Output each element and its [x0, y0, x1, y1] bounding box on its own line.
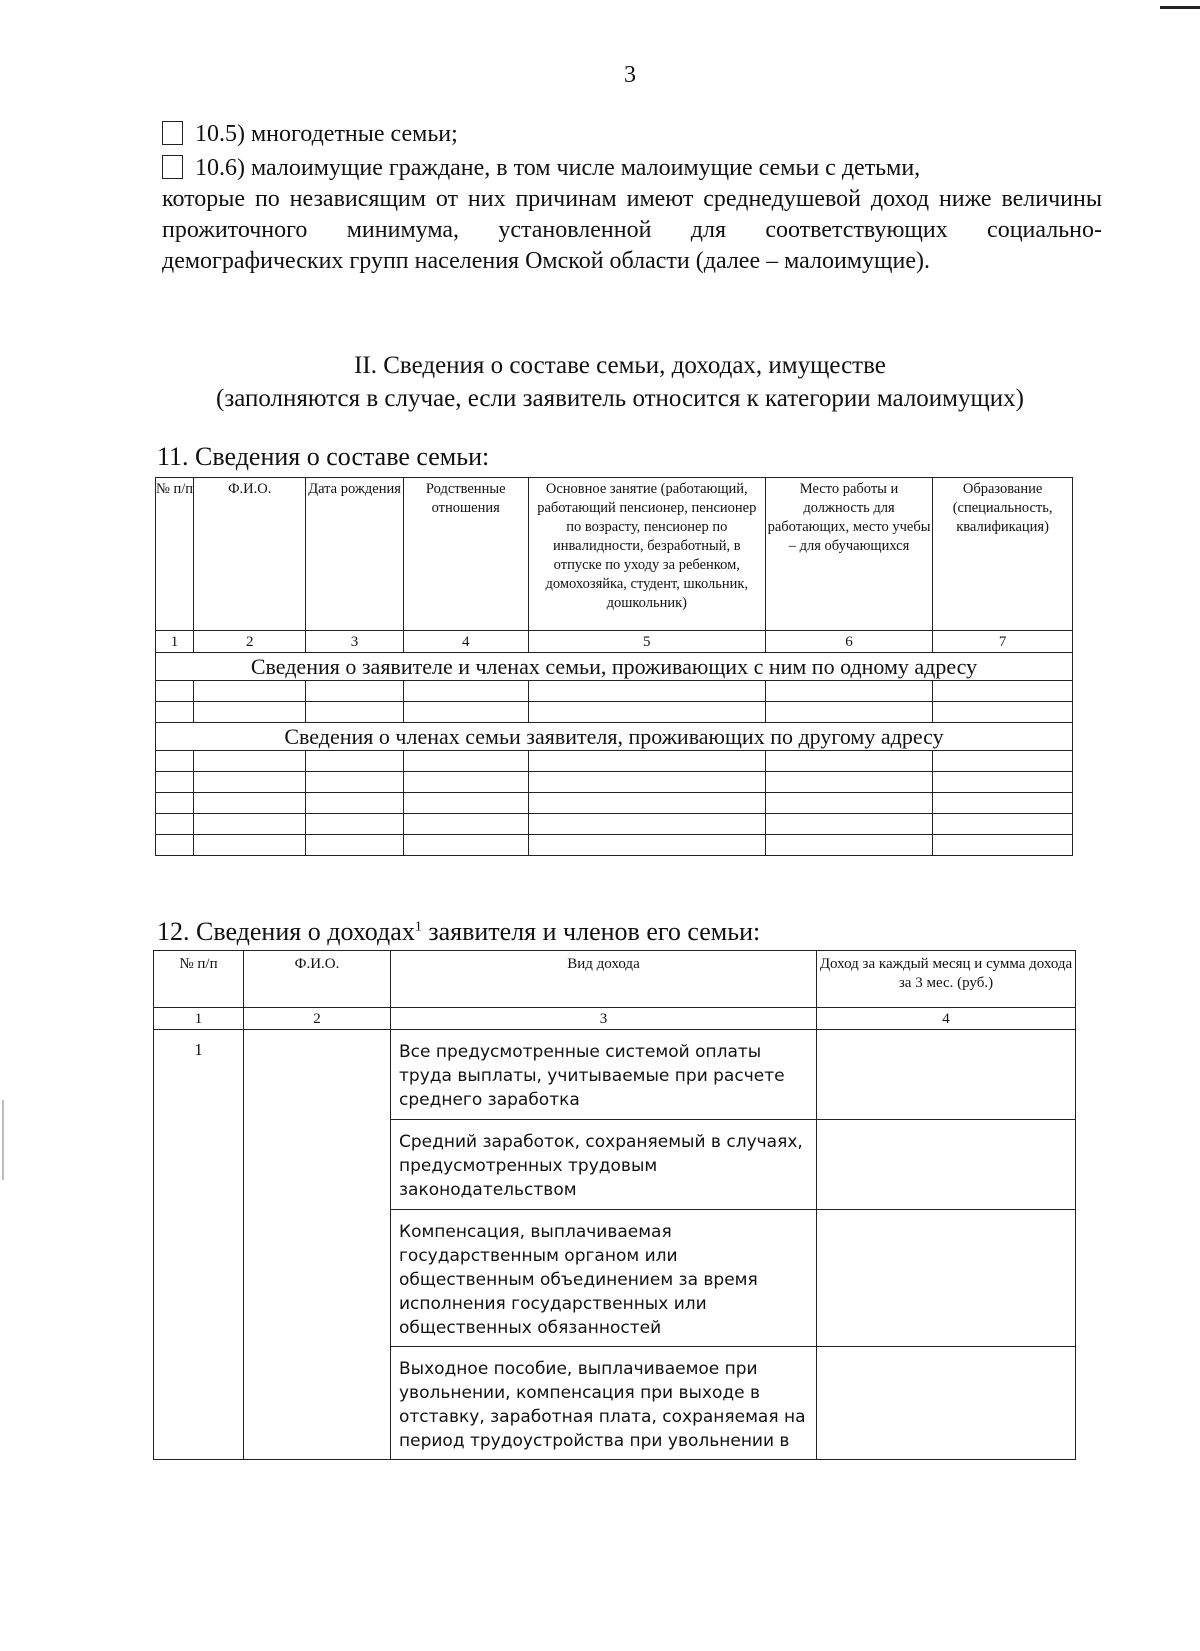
cell[interactable] [306, 835, 403, 856]
cell[interactable] [403, 751, 528, 772]
col-header-relation: Родственные отношения [403, 478, 528, 631]
cell[interactable] [156, 702, 194, 723]
cell[interactable] [194, 702, 306, 723]
table-row [156, 772, 1073, 793]
cell[interactable] [194, 751, 306, 772]
subheader-same-address: Сведения о заявителе и членах семьи, проживающих с ним по одному адресу [156, 653, 1073, 681]
cell[interactable] [306, 814, 403, 835]
cell[interactable] [194, 814, 306, 835]
cell[interactable] [528, 793, 765, 814]
table12-heading-prefix: 12. Сведения о доходах [157, 917, 415, 946]
income-type: Средний заработок, сохраняемый в случаях, предусмотренных трудовым законодательством [391, 1120, 817, 1210]
income-amount-cell[interactable] [817, 1210, 1076, 1347]
cell[interactable] [528, 702, 765, 723]
cell[interactable] [306, 702, 403, 723]
cell[interactable] [528, 814, 765, 835]
item-10-6-continuation: которые по независящим от них причинам имеют среднедушевой доход ниже величины прожиточного минимума, установленной для соответствующих социально-демографических групп населения Омской области (далее – малоимущие). [162, 186, 1102, 274]
scan-edge-mark-left [2, 1100, 4, 1180]
cell[interactable] [403, 814, 528, 835]
cell[interactable] [156, 751, 194, 772]
cell[interactable] [528, 681, 765, 702]
cell[interactable] [933, 681, 1073, 702]
item-10-5 [162, 118, 458, 150]
cell[interactable] [933, 751, 1073, 772]
checkbox-10-6[interactable] [162, 155, 183, 179]
fio-cell[interactable] [244, 1030, 391, 1460]
income-type: Компенсация, выплачиваемая государственным органом или общественным объединением за время исполнения государственных или общественных обязанностей [391, 1210, 817, 1347]
table-row [156, 702, 1073, 723]
cell[interactable] [156, 835, 194, 856]
income-amount-cell[interactable] [817, 1347, 1076, 1460]
cell[interactable] [933, 772, 1073, 793]
section-title: II. Сведения о составе семьи, доходах, имуществе [354, 352, 886, 379]
col-number: 4 [403, 631, 528, 653]
col-number: 7 [933, 631, 1073, 653]
col-header-number: № п/п [156, 478, 194, 631]
table-row [156, 835, 1073, 856]
cell[interactable] [765, 772, 932, 793]
family-composition-table [155, 477, 1073, 856]
col-number: 1 [154, 1008, 244, 1030]
cell[interactable] [765, 835, 932, 856]
table12-heading [157, 917, 760, 947]
col-header-birth-date: Дата рождения [306, 478, 403, 631]
cell[interactable] [765, 793, 932, 814]
table11-heading: 11. Сведения о составе семьи: [157, 442, 490, 471]
cell[interactable] [194, 681, 306, 702]
cell[interactable] [765, 814, 932, 835]
col-header-fio: Ф.И.О. [244, 951, 391, 1008]
col-header-occupation: Основное занятие (работающий, работающий пенсионер, пенсионер по возрасту, пенсионер по инвалидности, безработный, в отпуске по уходу за ребенком, домохозяйка, студент, школьник, дошкольник) [528, 478, 765, 631]
item-10-6 [162, 152, 1102, 184]
col-header-fio: Ф.И.О. [194, 478, 306, 631]
item-10-5-label: 10.5) многодетные семьи; [195, 121, 458, 147]
cell[interactable] [403, 793, 528, 814]
col-number: 2 [244, 1008, 391, 1030]
cell[interactable] [156, 681, 194, 702]
col-number: 6 [765, 631, 932, 653]
page-number: 3 [624, 62, 636, 88]
col-number: 3 [391, 1008, 817, 1030]
col-number: 3 [306, 631, 403, 653]
income-amount-cell[interactable] [817, 1030, 1076, 1120]
section-subtitle: (заполняются в случае, если заявитель относится к категории малоимущих) [216, 385, 1024, 412]
cell[interactable] [156, 814, 194, 835]
row-index: 1 [154, 1030, 244, 1460]
cell[interactable] [933, 814, 1073, 835]
cell[interactable] [528, 772, 765, 793]
col-number: 5 [528, 631, 765, 653]
cell[interactable] [156, 793, 194, 814]
cell[interactable] [403, 702, 528, 723]
cell[interactable] [156, 772, 194, 793]
col-header-income-amount: Доход за каждый месяц и сумма дохода за 3 мес. (руб.) [817, 951, 1076, 1008]
cell[interactable] [403, 772, 528, 793]
table-row [156, 814, 1073, 835]
cell[interactable] [194, 835, 306, 856]
table-row [156, 793, 1073, 814]
cell[interactable] [306, 751, 403, 772]
cell[interactable] [765, 702, 932, 723]
col-header-income-type: Вид дохода [391, 951, 817, 1008]
table-row [156, 751, 1073, 772]
cell[interactable] [933, 702, 1073, 723]
cell[interactable] [306, 681, 403, 702]
cell[interactable] [765, 681, 932, 702]
cell[interactable] [403, 681, 528, 702]
income-type: Все предусмотренные системой оплаты труда выплаты, учитываемые при расчете среднего заработка [391, 1030, 817, 1120]
col-header-workplace: Место работы и должность для работающих, место учебы – для обучающихся [765, 478, 932, 631]
income-amount-cell[interactable] [817, 1120, 1076, 1210]
cell[interactable] [528, 835, 765, 856]
col-number: 1 [156, 631, 194, 653]
col-number: 4 [817, 1008, 1076, 1030]
scan-edge-mark [1160, 6, 1200, 9]
cell[interactable] [306, 793, 403, 814]
col-number: 2 [194, 631, 306, 653]
cell[interactable] [528, 751, 765, 772]
cell[interactable] [194, 793, 306, 814]
cell[interactable] [933, 835, 1073, 856]
cell[interactable] [765, 751, 932, 772]
footnote-mark: 1 [414, 919, 422, 935]
col-header-education: Образование (специальность, квалификация) [933, 478, 1073, 631]
table-row [156, 681, 1073, 702]
cell[interactable] [194, 772, 306, 793]
item-10-6-label: 10.6) малоимущие граждане, в том числе малоимущие семьи с детьми, [195, 155, 921, 181]
cell[interactable] [403, 835, 528, 856]
cell[interactable] [933, 793, 1073, 814]
income-type: Выходное пособие, выплачиваемое при увольнении, компенсация при выходе в отставку, заработная плата, сохраняемая на период трудоустройства при увольнении в [391, 1347, 817, 1460]
subheader-other-address: Сведения о членах семьи заявителя, проживающих по другому адресу [156, 723, 1073, 751]
table-row [154, 1030, 1076, 1120]
col-header-number: № п/п [154, 951, 244, 1008]
cell[interactable] [306, 772, 403, 793]
income-table [153, 950, 1076, 1460]
table12-heading-suffix: заявителя и членов его семьи: [421, 917, 761, 946]
checkbox-10-5[interactable] [162, 121, 183, 145]
